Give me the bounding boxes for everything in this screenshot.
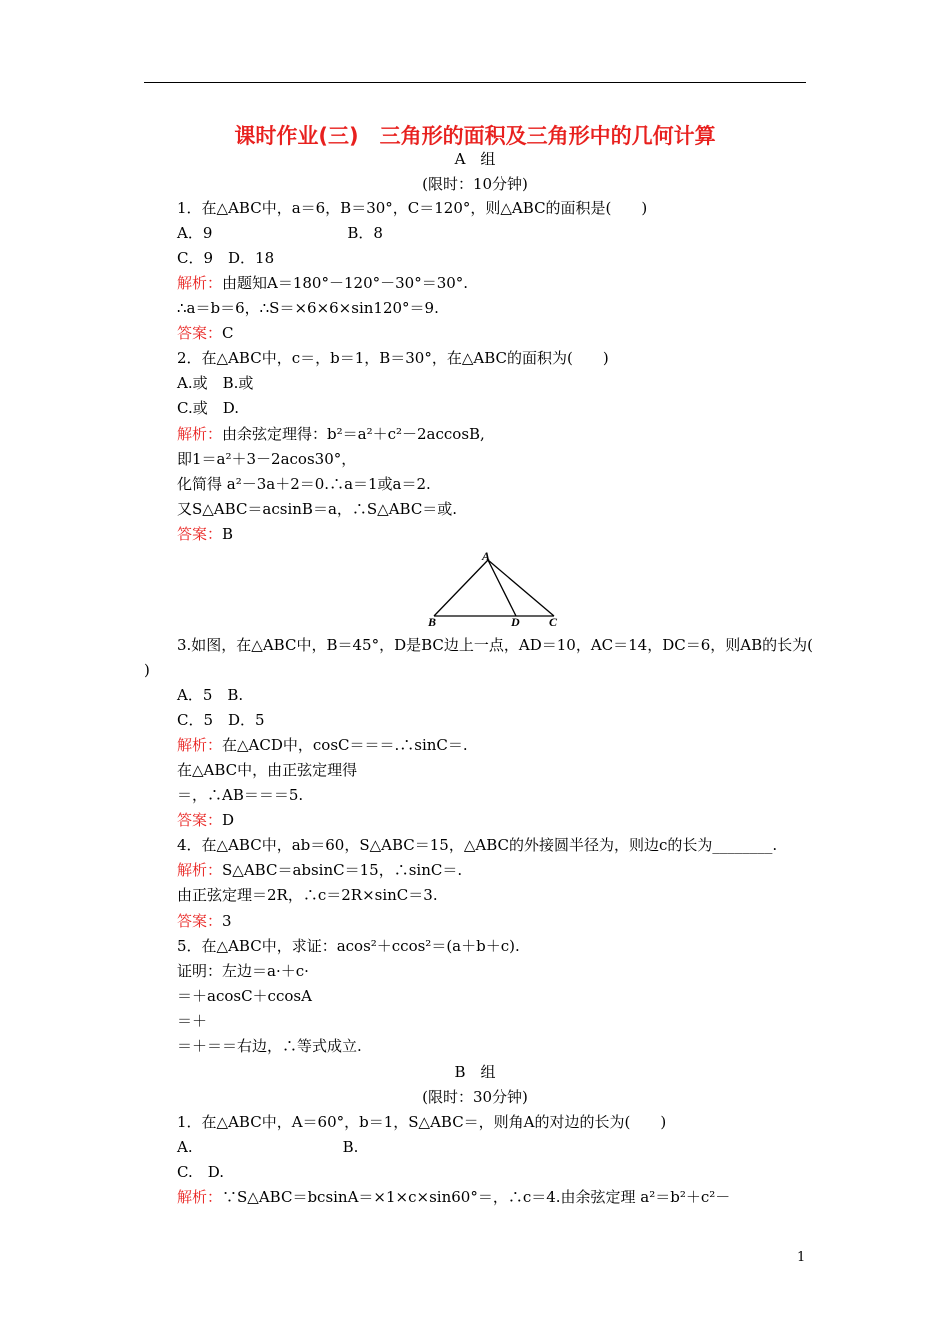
answer-label: 答案： [177,324,223,342]
answer-label: 答案： [177,811,223,829]
q2-answer-value: B [222,525,234,543]
q1-answer-value: C [222,324,234,342]
q1-options-ab: A．9 B．8 [177,224,383,242]
q5-proof-line3: ＝＋ [177,1012,208,1030]
q2-solution-text: 由余弦定理得：b²＝a²＋c²－2accosB, [222,425,485,443]
q3-stem-cont: ) [144,661,150,679]
b1-options-ab: A. B. [177,1138,359,1156]
header-rule [144,82,806,83]
answer-label: 答案： [177,525,223,543]
q2-options-cd: C.或 D. [177,399,239,417]
solution-label: 解析： [177,425,223,443]
q4-answer-value: 3 [222,912,232,930]
b1-options-cd: C. D. [177,1163,224,1181]
solution-label: 解析： [177,1188,223,1206]
q1-solution-line2: ∴a＝b＝6，∴S＝×6×6×sin120°＝9. [177,299,439,317]
q2-solution-line3: 化简得 a²－3a＋2＝0.∴a＝1或a＝2. [177,475,431,493]
b1-solution-text: ∵S△ABC＝bcsinA＝×1×c×sin60°＝，∴c＝4.由余弦定理 a²＝b²＋c²－ [222,1188,731,1206]
q5-proof-line4: ＝＋＝＝右边，∴等式成立. [177,1037,362,1055]
q3-stem: 3.如图，在△ABC中，B＝45°，D是BC边上一点，AD＝10，AC＝14，DC＝6，则AB的长为( [177,636,813,654]
q4-solution-text: S△ABC＝absinC＝15，∴sinC＝. [222,861,463,879]
page-title: 课时作业(三) 三角形的面积及三角形中的几何计算 [234,124,716,148]
q3-solution-line3: ＝，∴AB＝＝＝5. [177,786,304,804]
q2-options-ab: A.或 B.或 [177,374,254,392]
segment-ad [488,560,516,616]
b1-solution-line1 [177,1187,730,1207]
q4-solution-line2: 由正弦定理＝2R，∴c＝2R×sinC＝3. [177,886,438,904]
solution-label: 解析： [177,861,223,879]
segment-ab [434,560,488,616]
q1-options-cd: C．9 D．18 [177,249,275,267]
q2-solution-line1 [177,424,485,444]
group-b-label: B 组 [454,1063,496,1081]
b1-stem: 1．在△ABC中，A＝60°，b＝1，S△ABC＝，则角A的对边的长为( ) [177,1113,667,1131]
q4-answer [177,911,232,931]
q5-proof-line2: ＝＋acosC＋ccosA [177,987,312,1005]
q2-solution-line2: 即1＝a²＋3－2acos30°， [177,450,357,468]
q3-answer-value: D [222,811,235,829]
vertex-label-a: A [482,549,491,563]
page-number: 1 [797,1250,806,1265]
group-b-time: (限时：30分钟) [422,1088,528,1106]
q5-proof-line1: 证明：左边＝a·＋c· [177,962,309,980]
solution-label: 解析： [177,274,223,292]
q3-options-ab: A．5 B. [177,686,244,704]
vertex-label-c: C [549,615,558,629]
q3-solution-line2: 在△ABC中，由正弦定理得 [177,761,358,779]
solution-label: 解析： [177,736,223,754]
q1-solution-text: 由题知A＝180°－120°－30°＝30°. [222,274,469,292]
q3-answer [177,810,234,830]
segment-ac [488,560,554,616]
q3-solution-text: 在△ACD中，cosC＝＝＝.∴sinC＝. [222,736,468,754]
q2-solution-line4: 又S△ABC＝acsinB＝a，∴S△ABC＝或. [177,500,458,518]
q1-solution-line1 [177,273,468,293]
q1-answer [177,323,234,343]
q4-solution-line1 [177,860,462,880]
vertex-label-b: B [428,615,437,629]
q3-solution-line1 [177,735,468,755]
group-a-label: A 组 [454,150,496,168]
q3-options-cd: C．5 D．5 [177,711,265,729]
q2-answer [177,524,233,544]
vertex-label-d: D [511,615,520,629]
q4-stem: 4．在△ABC中，ab＝60，S△ABC＝15，△ABC的外接圆半径为，则边c的长为________. [177,836,778,854]
q1-stem: 1．在△ABC中，a＝6，B＝30°，C＝120°，则△ABC的面积是( ) [177,199,648,217]
answer-label: 答案： [177,912,223,930]
q2-stem: 2．在△ABC中，c＝，b＝1，B＝30°，在△ABC的面积为( ) [177,349,609,367]
triangle-figure [420,548,570,630]
group-a-time: (限时：10分钟) [422,175,528,193]
q5-stem: 5．在△ABC中，求证：acos²＋ccos²＝(a＋b＋c). [177,937,520,955]
